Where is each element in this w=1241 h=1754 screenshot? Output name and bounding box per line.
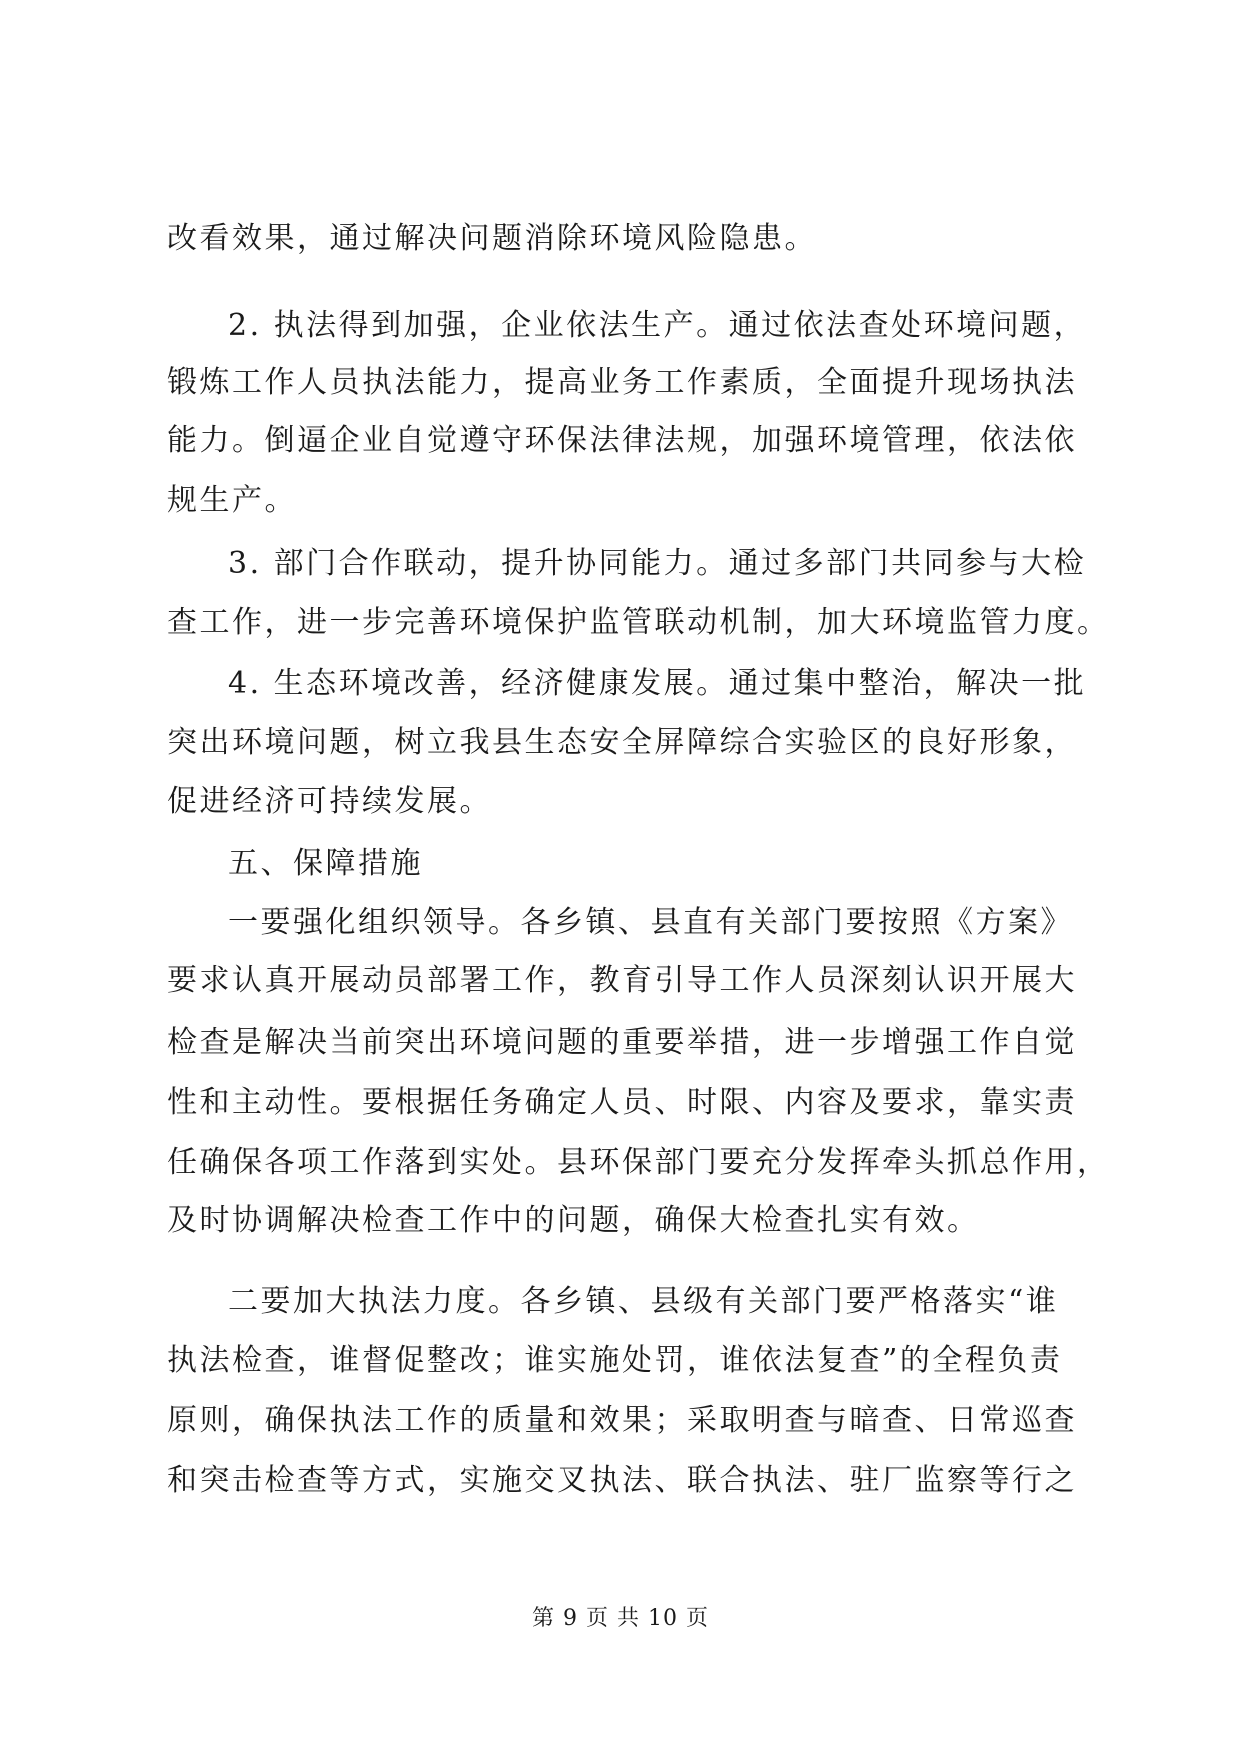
text-line: 锻炼工作人员执法能力，提高业务工作素质，全面提升现场执法 — [167, 365, 1077, 400]
text-line: 改看效果，通过解决问题消除环境风险隐患。 — [167, 221, 817, 256]
text-line: 能力。倒逼企业自觉遵守环保法律法规，加强环境管理，依法依 — [167, 423, 1077, 458]
text-line: 原则，确保执法工作的质量和效果；采取明查与暗查、日常巡查 — [167, 1403, 1077, 1438]
text-line: 3. 部门合作联动，提升协同能力。通过多部门共同参与大检 — [228, 546, 1087, 581]
text-line: 规生产。 — [167, 483, 297, 518]
text-line: 检查是解决当前突出环境问题的重要举措，进一步增强工作自觉 — [167, 1025, 1077, 1060]
text-line: 二要加大执法力度。各乡镇、县级有关部门要严格落实“谁 — [228, 1284, 1059, 1319]
text-line: 执法检查，谁督促整改；谁实施处罚，谁依法复查”的全程负责 — [167, 1343, 1063, 1378]
text-line: 性和主动性。要根据任务确定人员、时限、内容及要求，靠实责 — [167, 1085, 1077, 1120]
text-line: 和突击检查等方式，实施交叉执法、联合执法、驻厂监察等行之 — [167, 1463, 1077, 1498]
text-line: 一要强化组织领导。各乡镇、县直有关部门要按照《方案》 — [228, 905, 1073, 940]
text-line: 要求认真开展动员部署工作，教育引导工作人员深刻认识开展大 — [167, 963, 1077, 998]
page-number-footer: 第 9 页 共 10 页 — [532, 1606, 709, 1631]
section-heading: 五、保障措施 — [228, 846, 423, 881]
text-line: 2. 执法得到加强，企业依法生产。通过依法查处环境问题， — [228, 308, 1087, 343]
text-line: 查工作，进一步完善环境保护监管联动机制，加大环境监管力度。 — [167, 605, 1110, 640]
text-line: 促进经济可持续发展。 — [167, 784, 492, 819]
text-line: 突出环境问题，树立我县生态安全屏障综合实验区的良好形象， — [167, 725, 1077, 760]
text-line: 及时协调解决检查工作中的问题，确保大检查扎实有效。 — [167, 1203, 980, 1238]
text-line: 4. 生态环境改善，经济健康发展。通过集中整治，解决一批 — [228, 666, 1087, 701]
text-line: 任确保各项工作落到实处。县环保部门要充分发挥牵头抓总作用， — [167, 1145, 1110, 1180]
